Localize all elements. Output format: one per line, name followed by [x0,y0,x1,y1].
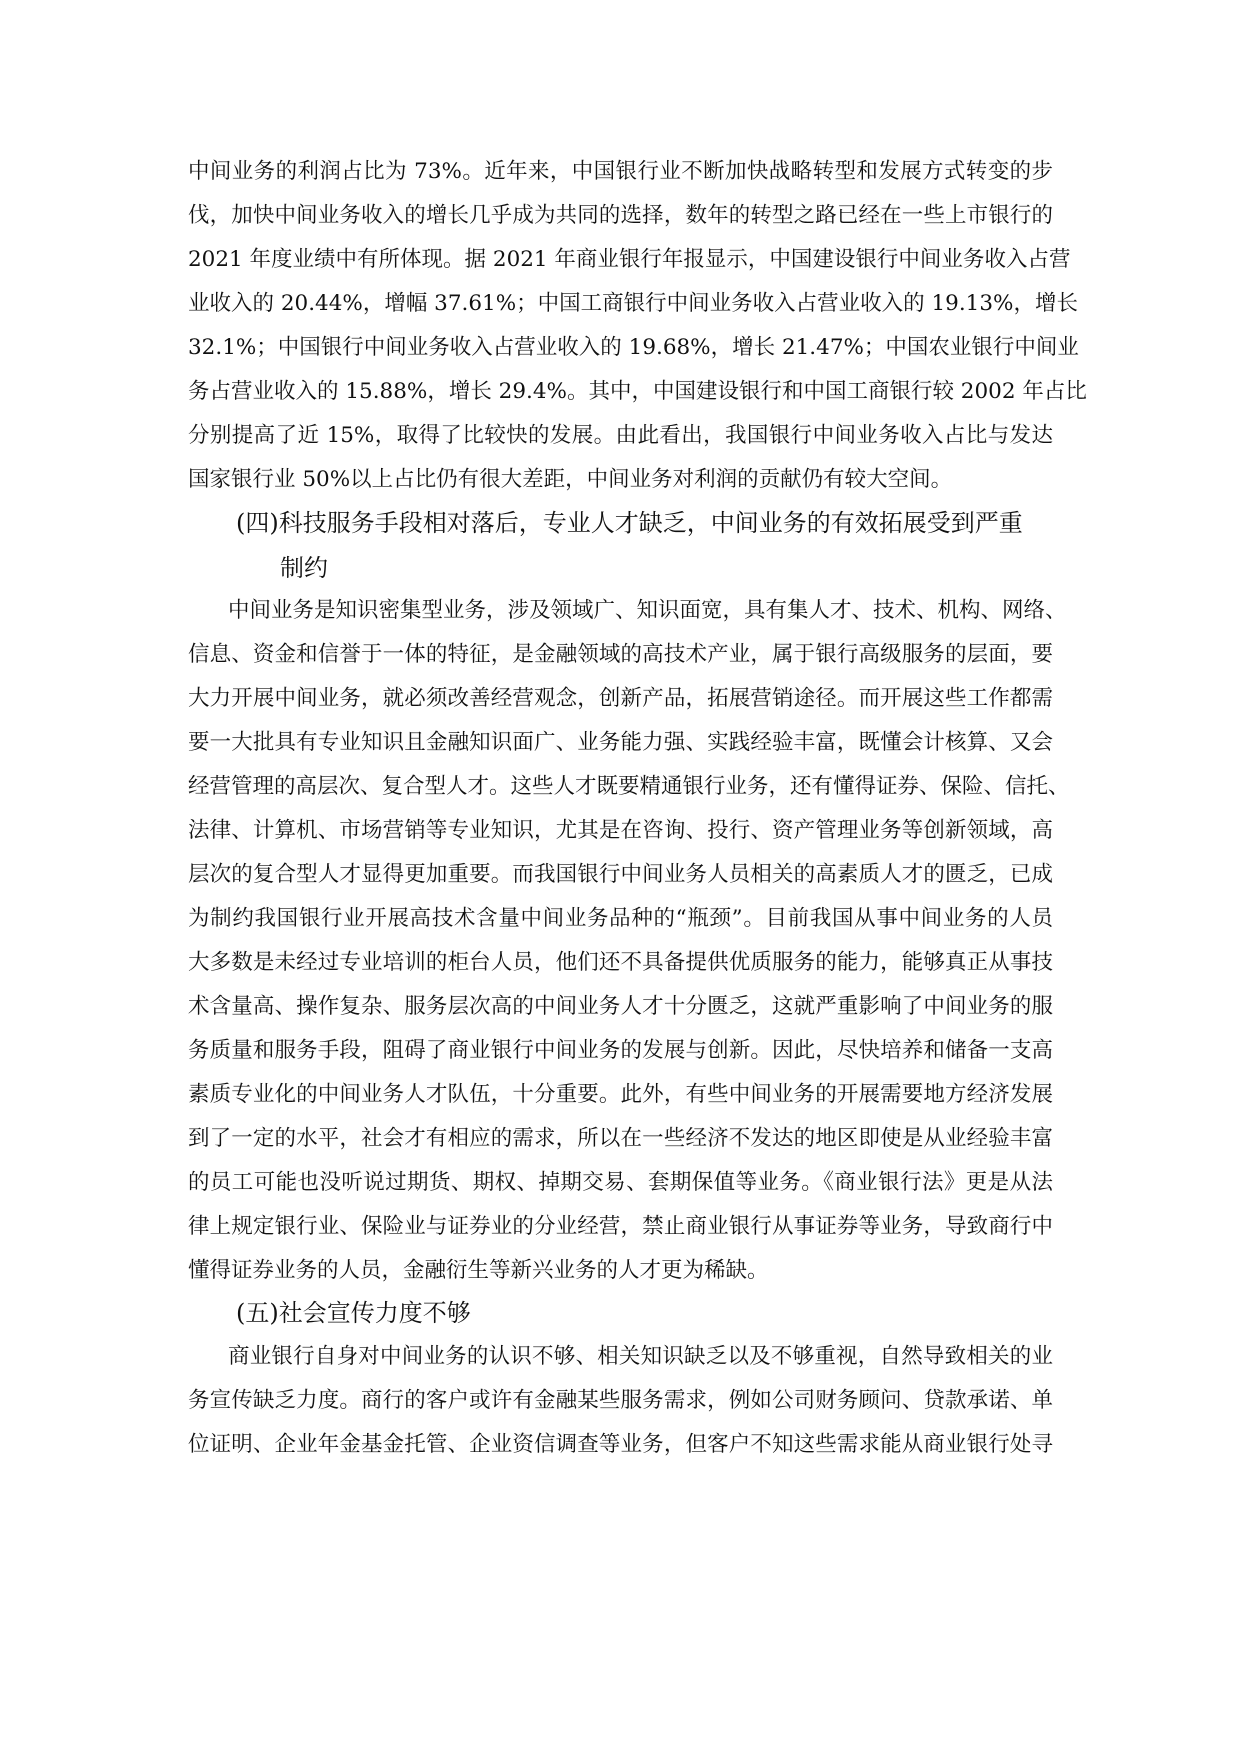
text-line: 位证明、企业年金基金托管、企业资信调查等业务，但客户不知这些需求能从商业银行处寻 [188,1432,1053,1457]
text-line: 务占营业收入的 15.88%，增长 29.4%。其中，中国建设银行和中国工商银行较 2002 年占比 [188,379,1087,404]
text-line: 经营管理的高层次、复合型人才。这些人才既要精通银行业务，还有懂得证券、保险、信托、 [188,774,1070,799]
text-line: 到了一定的水平，社会才有相应的需求，所以在一些经济不发达的地区即使是从业经验丰富 [188,1126,1053,1151]
text-line: 的员工可能也没听说过期货、期权、掉期交易、套期保值等业务。《商业银行法》更是从法 [188,1170,1053,1195]
text-line: 大多数是未经过专业培训的柜台人员，他们还不具备提供优质服务的能力，能够真正从事技 [188,950,1053,975]
text-line: 伐，加快中间业务收入的增长几乎成为共同的选择，数年的转型之路已经在一些上市银行的 [188,203,1053,228]
text-line: 术含量高、操作复杂、服务层次高的中间业务人才十分匮乏，这就严重影响了中间业务的服 [188,994,1053,1019]
text-line: 法律、计算机、市场营销等专业知识，尤其是在咨询、投行、资产管理业务等创新领域，高 [188,818,1053,843]
heading-line: (四)科技服务手段相对落后，专业人才缺乏，中间业务的有效拓展受到严重 [236,509,1023,537]
heading-line: 制约 [280,554,328,582]
text-line: 要一大批具有专业知识且金融知识面广、业务能力强、实践经验丰富，既懂会计核算、又会 [188,730,1053,755]
text-line: 务质量和服务手段，阻碍了商业银行中间业务的发展与创新。因此，尽快培养和储备一支高 [188,1038,1053,1063]
text-line: 中间业务的利润占比为 73%。近年来，中国银行业不断加快战略转型和发展方式转变的步 [188,159,1053,184]
heading-line: (五)社会宣传力度不够 [236,1299,471,1327]
text-line: 信息、资金和信誉于一体的特征，是金融领域的高技术产业，属于银行高级服务的层面，要 [188,642,1053,667]
text-line: 中间业务是知识密集型业务，涉及领域广、知识面宽，具有集人才、技术、机构、网络、 [228,598,1067,623]
text-line: 业收入的 20.44%，增幅 37.61%；中国工商银行中间业务收入占营业收入的 19.13%，增长 [188,291,1078,316]
text-line: 商业银行自身对中间业务的认识不够、相关知识缺乏以及不够重视，自然导致相关的业 [228,1344,1053,1369]
text-line: 国家银行业 50%以上占比仍有很大差距，中间业务对利润的贡献仍有较大空间。 [188,467,953,492]
text-line: 素质专业化的中间业务人才队伍，十分重要。此外，有些中间业务的开展需要地方经济发展 [188,1082,1053,1107]
text-line: 律上规定银行业、保险业与证券业的分业经营，禁止商业银行从事证券等业务，导致商行中 [188,1214,1053,1239]
text-line: 为制约我国银行业开展高技术含量中间业务品种的“瓶颈”。目前我国从事中间业务的人员 [188,906,1053,931]
text-line: 大力开展中间业务，就必须改善经营观念，创新产品，拓展营销途径。而开展这些工作都需 [188,686,1053,711]
text-line: 32.1%；中国银行中间业务收入占营业收入的 19.68%，增长 21.47%；中国农业银行中间业 [188,335,1079,360]
text-line: 懂得证券业务的人员，金融衍生等新兴业务的人才更为稀缺。 [188,1258,769,1283]
text-line: 分别提高了近 15%，取得了比较快的发展。由此看出，我国银行中间业务收入占比与发达 [188,423,1053,448]
text-line: 层次的复合型人才显得更加重要。而我国银行中间业务人员相关的高素质人才的匮乏，已成 [188,862,1053,887]
text-line: 务宣传缺乏力度。商行的客户或许有金融某些服务需求，例如公司财务顾问、贷款承诺、单 [188,1388,1053,1413]
text-line: 2021 年度业绩中有所体现。据 2021 年商业银行年报显示，中国建设银行中间业务收入占营 [188,247,1071,272]
